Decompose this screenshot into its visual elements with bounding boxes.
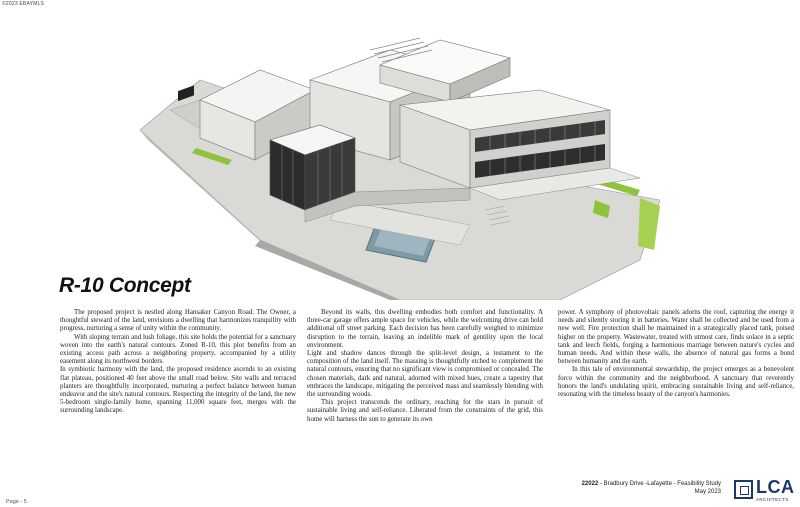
lca-logo xyxy=(734,477,798,506)
text-column-3 xyxy=(558,309,794,399)
project-info xyxy=(582,480,721,496)
page-number: Page - 5 xyxy=(6,499,27,505)
house-rendering xyxy=(140,10,660,300)
paragraph: With sloping terrain and lush foliage, this site holds the potential for a sanctuary woven into the earth's natural contours. Zoned R-10, this plot benefits from an existing access path across a neighboring property, accompanied by a utility easement along its northwest borders. xyxy=(60,333,296,366)
paragraph: In symbiotic harmony with the land, the proposed residence ascends to an existing flat plateau, positioned 40 feet above the small road below. Site walls and terraced planters are thoughtfully incorporated, nurturing a perfect balance between human endeavor and the site's natural contours. Respecting the integrity of the land, the new 5-bedroom single-family home, spanning 11,000 square feet, merges with the surrounding landscape. xyxy=(60,366,296,415)
logo-subtext: ARCHITECTS xyxy=(756,497,789,502)
paragraph: The proposed project is nestled along Hansaker Canyon Road. The Owner, a thoughtful steward of the land, envisions a dwelling that harmonizes tranquility with progress, nurturing a sense of unity within the community. xyxy=(60,309,296,333)
project-date: May 2023 xyxy=(694,489,721,495)
text-column-2 xyxy=(307,309,543,424)
logo-text: LCA xyxy=(756,477,795,497)
paragraph: Light and shadow dances through the split-level design, a testament to the composition of the land itself. The massing is thoughtfully etched to complement the natural contours, ensuring that no significant view is compromised or concealed. The chosen materials, dark and natural, adorned with mixed hues, create a tapestry that embraces the landscape, mitigating the perceived mass and seamlessly blending with the surrounding woods. xyxy=(307,350,543,399)
paragraph: Beyond its walls, this dwelling embodies both comfort and functionality. A three-car garage offers ample space for vehicles, while the welcoming drive can hold additional off street parking. Each decision has been carefully weighed to minimize disruption to the terrain, leaving an indelible mark of gentility upon the local environment. xyxy=(307,309,543,349)
mls-watermark: ©2023 EBAYMLS xyxy=(2,1,45,7)
page-title: R-10 Concept xyxy=(59,274,191,297)
paragraph: power. A symphony of photovoltaic panels adorns the roof, capturing the energy it needs and silently storing it in batteries. Water shall be collected and be used from a new well. Fire protection shall be maintained in a strategically placed tank, poised higher on the property. Wastewater, treated with utmost care, finds solace in a septic tank and leech fields, forging a harmonious marriage between nature's cycles and human needs. And within these walls, the absence of natural gas forms a bond between humanity and the earth. xyxy=(558,309,794,366)
paragraph: In this tale of environmental stewardship, the project emerges as a benevolent force within the community and the neighborhood. A sanctuary that reverently honors the land's undulating spirit, embracing sustainable living and self-reliance, resonating with the timeless beauty of the canyon's harmonies. xyxy=(558,366,794,399)
project-number: 22022 xyxy=(581,481,599,487)
logo-mark-icon xyxy=(734,480,753,499)
project-line: - Bradbury Drive -Lafayette - Feasibility Study xyxy=(598,481,721,487)
text-column-1 xyxy=(60,309,296,416)
paragraph: This project transcends the ordinary, reaching for the stars in pursuit of sustainable living and self-reliance. Liberated from the constraints of the grid, this home will harness the sun to generate its own xyxy=(307,399,543,423)
